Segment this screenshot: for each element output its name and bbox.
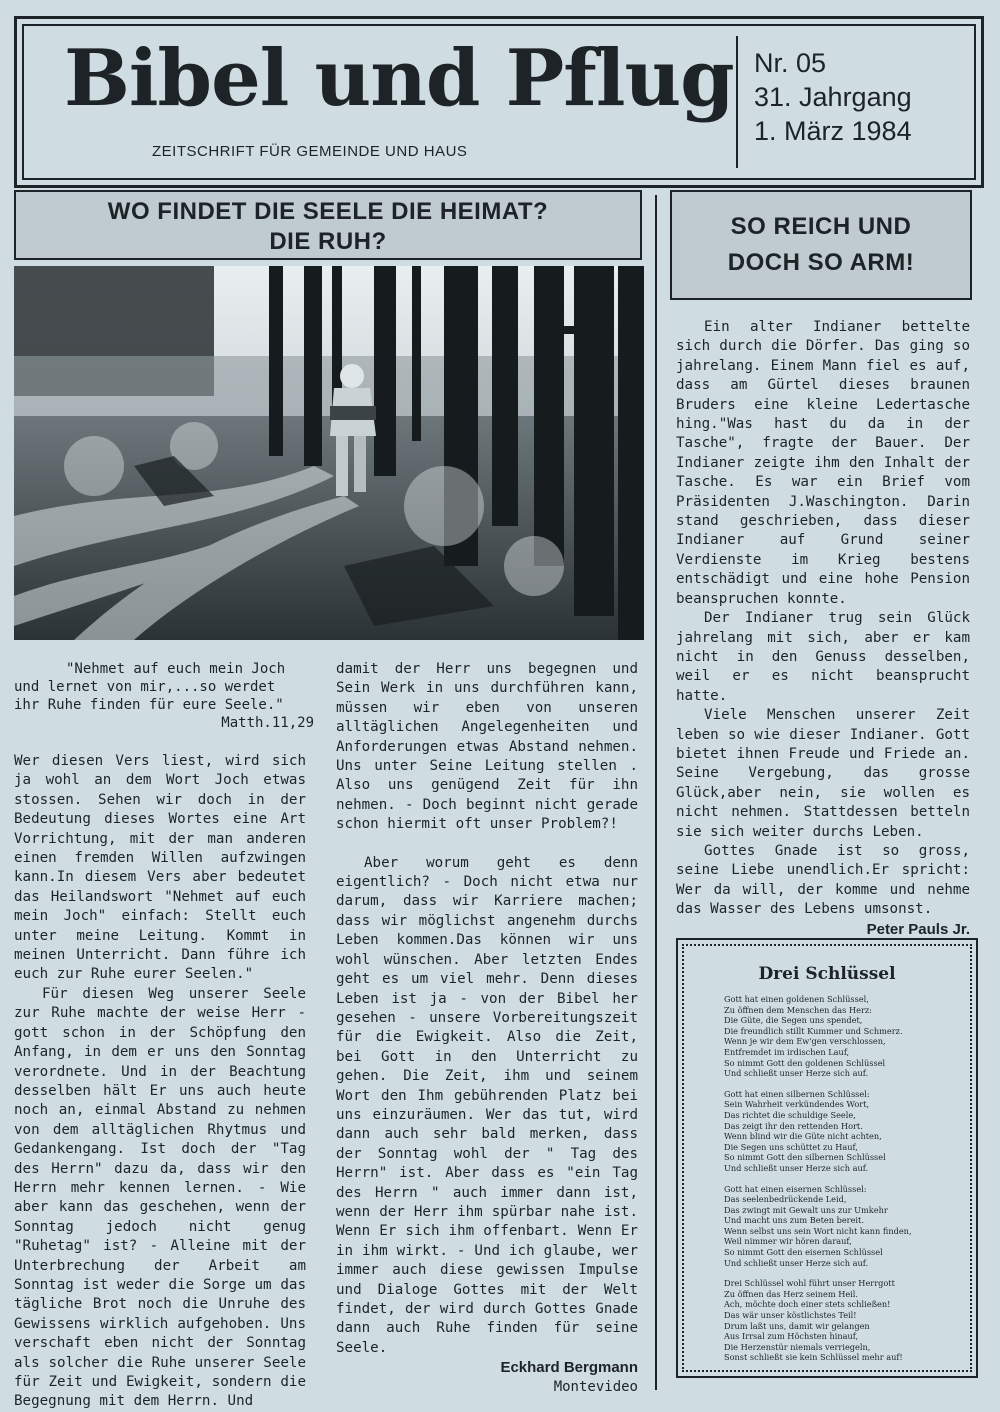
verse-line: ihr Ruhe finden für eure Seele.": [14, 697, 284, 713]
article-left-column-2: [336, 660, 638, 1397]
poem-line: Die Herzenstür niemals verriegeln,: [724, 1341, 871, 1352]
article-left-column-1: [14, 752, 306, 1412]
article-right-body: [676, 318, 970, 939]
poem-line: Ach, möchte doch einer stets schließen!: [724, 1299, 891, 1310]
headline-left-box: [14, 190, 642, 260]
poem-line: Das richtet die schuldige Seele,: [724, 1109, 856, 1120]
masthead: [14, 16, 984, 188]
poem-stanza: [724, 994, 956, 1079]
scripture-verse: [14, 660, 314, 732]
headline-right-line-2: DOCH SO ARM!: [727, 249, 915, 276]
poem-line: Sein Wahrheit verkündendes Wort,: [724, 1099, 870, 1110]
article-right-author: Peter Pauls Jr.: [866, 920, 970, 938]
poem-line: Das seelenbedrückende Leid,: [724, 1194, 847, 1205]
article-paragraph: Wer diesen Vers liest, wird sich ja wohl an dem Wort Joch etwas stossen. Sehen wir doch in der Bedeutung dieses Wortes eine Art Vorrichtung, mit der man anderen einen fremden Willen aufzwingen kann.In diesem Vers aber bedeutet das Heilandswort "Nehmet auf euch mein Joch" einfach: Stellt euch unter meine Leitung. Kommt in meinen Unterricht. Dann führe ich euch zur Ruhe eurer Seelen.": [14, 753, 306, 983]
forest-path-photo: [14, 266, 644, 640]
article-paragraph: Der Indianer trug sein Glück jahrelang mit sich, aber er kam nicht in den Genuss desselben, weil er es nicht beansprucht hatte.: [676, 610, 970, 704]
issue-info: [754, 46, 912, 148]
poem-line: So nimmt Gott den silbernen Schlüssel: [724, 1152, 886, 1163]
article-paragraph: damit der Herr uns begegnen und Sein Werk in uns durchführen kann, müssen wir eben von unseren alltäglichen Angelegenheiten und Anforderungen etwas Abstand nehmen. Uns unter Seine Leitung stellen . Also uns genügend Zeit für ihn nehmen. - Doch beginnt nicht gerade schon hiermit oft unser Problem?!: [336, 661, 638, 833]
poem-stanza: [724, 1278, 956, 1363]
headline-left-line-2: DIE RUH?: [269, 228, 387, 255]
article-left-author: Eckhard Bergmann: [500, 1359, 638, 1377]
poem-line: Sonst schließt sie kein Schlüssel mehr auf!: [724, 1352, 903, 1363]
poem-line: Gott hat einen eisernen Schlüssel:: [724, 1183, 867, 1194]
poem-line: Das wär unser köstlichstes Teil!: [724, 1310, 857, 1321]
poem-line: Gott hat einen goldenen Schlüssel,: [724, 994, 869, 1004]
headline-right-line-1: SO REICH UND: [730, 213, 912, 240]
poem-box-inner: [682, 944, 972, 1372]
poem-line: Entfremdet im irdischen Lauf,: [724, 1046, 850, 1057]
poem-line: Drei Schlüssel wohl führt unser Herrgott: [724, 1278, 895, 1289]
article-paragraph: Ein alter Indianer bettelte sich durch die Dörfer. Das ging so jahrelang. Einem Mann fiel es auf, dass am Gürtel dieses braunen Bruders eine kleine Ledertasche hing."Was hast du da in der Tasche", fragte der Bauer. Der Indianer zeigte ihm den Inhalt der Tasche. Es war ein Brief vom Präsidenten J.Waschington. Darin stand geschrieben, dass dieser Indianer auf Grund seiner Verdienste im Krieg bestens entschädigt und eine hohe Pension beanspruchen konnte.: [676, 319, 970, 607]
headline-right-box: [670, 190, 972, 300]
poem-line: Drum laßt uns, damit wir gelangen: [724, 1320, 870, 1331]
masthead-divider: [736, 36, 738, 168]
poem-line: Zu öffnen das Herz seinem Heil.: [724, 1288, 859, 1299]
verse-reference: Matth.11,29: [221, 715, 314, 731]
poem-line: Die freundlich stillt Kummer und Schmerz.: [724, 1025, 903, 1036]
poem-line: Aus Irrsal zum Höchsten hinauf,: [724, 1331, 859, 1342]
poem-line: Die Segen uns schüttet zu Hauf,: [724, 1141, 858, 1152]
headline-left-line-1: WO FINDET DIE SEELE DIE HEIMAT?: [107, 198, 549, 225]
poem-stanza: [724, 1184, 956, 1269]
poem-line: Und macht uns zum Beten bereit.: [724, 1215, 864, 1226]
poem-line: Die Güte, die Segen uns spendet,: [724, 1015, 863, 1026]
issue-volume: 31. Jahrgang: [754, 82, 912, 112]
publication-title: Bibel und Pflug: [64, 33, 734, 124]
poem-line: So nimmt Gott den goldenen Schlüssel: [724, 1057, 886, 1068]
verse-line: und lernet von mir,...so werdet: [14, 679, 276, 695]
poem-title: Drei Schlüssel: [758, 964, 896, 984]
forest-photo-illustration: [14, 266, 644, 640]
column-divider: [655, 195, 657, 1390]
poem-line: Wenn blind wir die Güte nicht achten,: [724, 1131, 882, 1142]
article-paragraph: Aber worum geht es denn eigentlich? - Doch nicht etwa nur darum, dass wir Karriere machen; dass wir möglichst angenehm durchs Leben kommen.Das können wir uns wohl wünschen. Aber letzten Endes geht es um viel mehr. Denn dieses Leben ist ja - von der Bibel her gesehen - unsere Vorbereitungszeit für die Ewigkeit. Also die Zeit, bei Gott in den Unterricht zu gehen. Die Zeit, ihm und seinem Wort den Ihm gebührenden Platz bei uns einzuräumen. Wer das tut, wird dann auch sehr bald merken, dass der Sonntag wohl der " Tag des Herrn" ist. Aber dass es "ein Tag des Herrn " auch immer dann ist, wenn der Herr ihm spürbar nahe ist. Wenn Er sich ihm offenbart. Wenn Er in ihm wirkt. - Und ich glaube, wer immer auch diese gewissen Impulse und Dialoge Gottes mit der Welt findet, der wird durch Gottes Gnade dann auch Ruhe finden für seine Seele.: [336, 854, 638, 1356]
poem-line: Das zwingt mit Gewalt uns zur Umkehr: [724, 1204, 888, 1215]
poem-line: Gott hat einen silbernen Schlüssel:: [724, 1088, 870, 1099]
article-paragraph: Gottes Gnade ist so gross, seine Liebe unendlich.Er spricht: Wer da will, der komme und nehme das Wasser des Lebens umsonst.: [676, 842, 970, 918]
masthead-inner-frame: [22, 24, 976, 180]
poem-line: Zu öffnen dem Menschen das Herz:: [724, 1004, 872, 1015]
poem-line: Das zeigt ihr den rettenden Hort.: [724, 1120, 863, 1131]
poem-box: [676, 938, 978, 1378]
article-paragraph: Viele Menschen unserer Zeit leben so wie dieser Indianer. Gott bietet ihnen Freude und Friede an. Seine Vergebung, das grosse Glück,aber nein, sie wollen es nicht nehmen. Stattdessen betteln sie sich weiter durchs Leben.: [676, 707, 970, 840]
poem-line: Weil nimmer wir hören darauf,: [724, 1236, 852, 1247]
issue-date: 1. März 1984: [754, 116, 912, 146]
poem-line: Wenn je wir dem Ew'gen verschlossen,: [724, 1036, 886, 1047]
poem-line: Und schließt unser Herze sich auf.: [724, 1257, 869, 1268]
poem-line: Und schließt unser Herze sich auf.: [724, 1162, 869, 1173]
verse-line: "Nehmet auf euch mein Joch: [66, 661, 286, 677]
poem-line: Wenn selbst uns sein Wort nicht kann finden,: [724, 1225, 912, 1236]
poem-line: So nimmt Gott den eisernen Schlüssel: [724, 1247, 883, 1258]
publication-subtitle: ZEITSCHRIFT FÜR GEMEINDE UND HAUS: [152, 143, 468, 160]
issue-number: Nr. 05: [754, 48, 827, 78]
article-paragraph: Für diesen Weg unserer Seele zur Ruhe machte der weise Herr - gott schon in der Schöpfung den Anfang, in dem er uns den Sonntag verordnete. Und in der Beachtung desselben hält Er uns auch heute noch an, einmal Abstand zu nehmen von dem alltäglichen Rhytmus und Gedankengang. Ist doch der "Tag des Herrn" dazu da, dass wir den Herrn mehr kennen lernen. - Wie aber kann das geschehen, wenn der Sonntag jedoch nicht genug "Ruhetag" ist? - Alleine mit der Unterbrechung der Arbeit am Sonntag ist weder die Sorge um das tägliche Brot noch die Unruhe des Gewissens wirklich aufgehoben. Uns verschaft eben nicht der Sonntag als solcher die Ruhe unserer Seele für Zeit und Ewigkeit, sondern die Begegnung mit dem Herrn. Und: [14, 985, 306, 1410]
poem-line: Und schließt unser Herze sich auf.: [724, 1068, 869, 1079]
article-left-location: Montevideo: [553, 1378, 638, 1395]
poem-stanza: [724, 1089, 956, 1174]
